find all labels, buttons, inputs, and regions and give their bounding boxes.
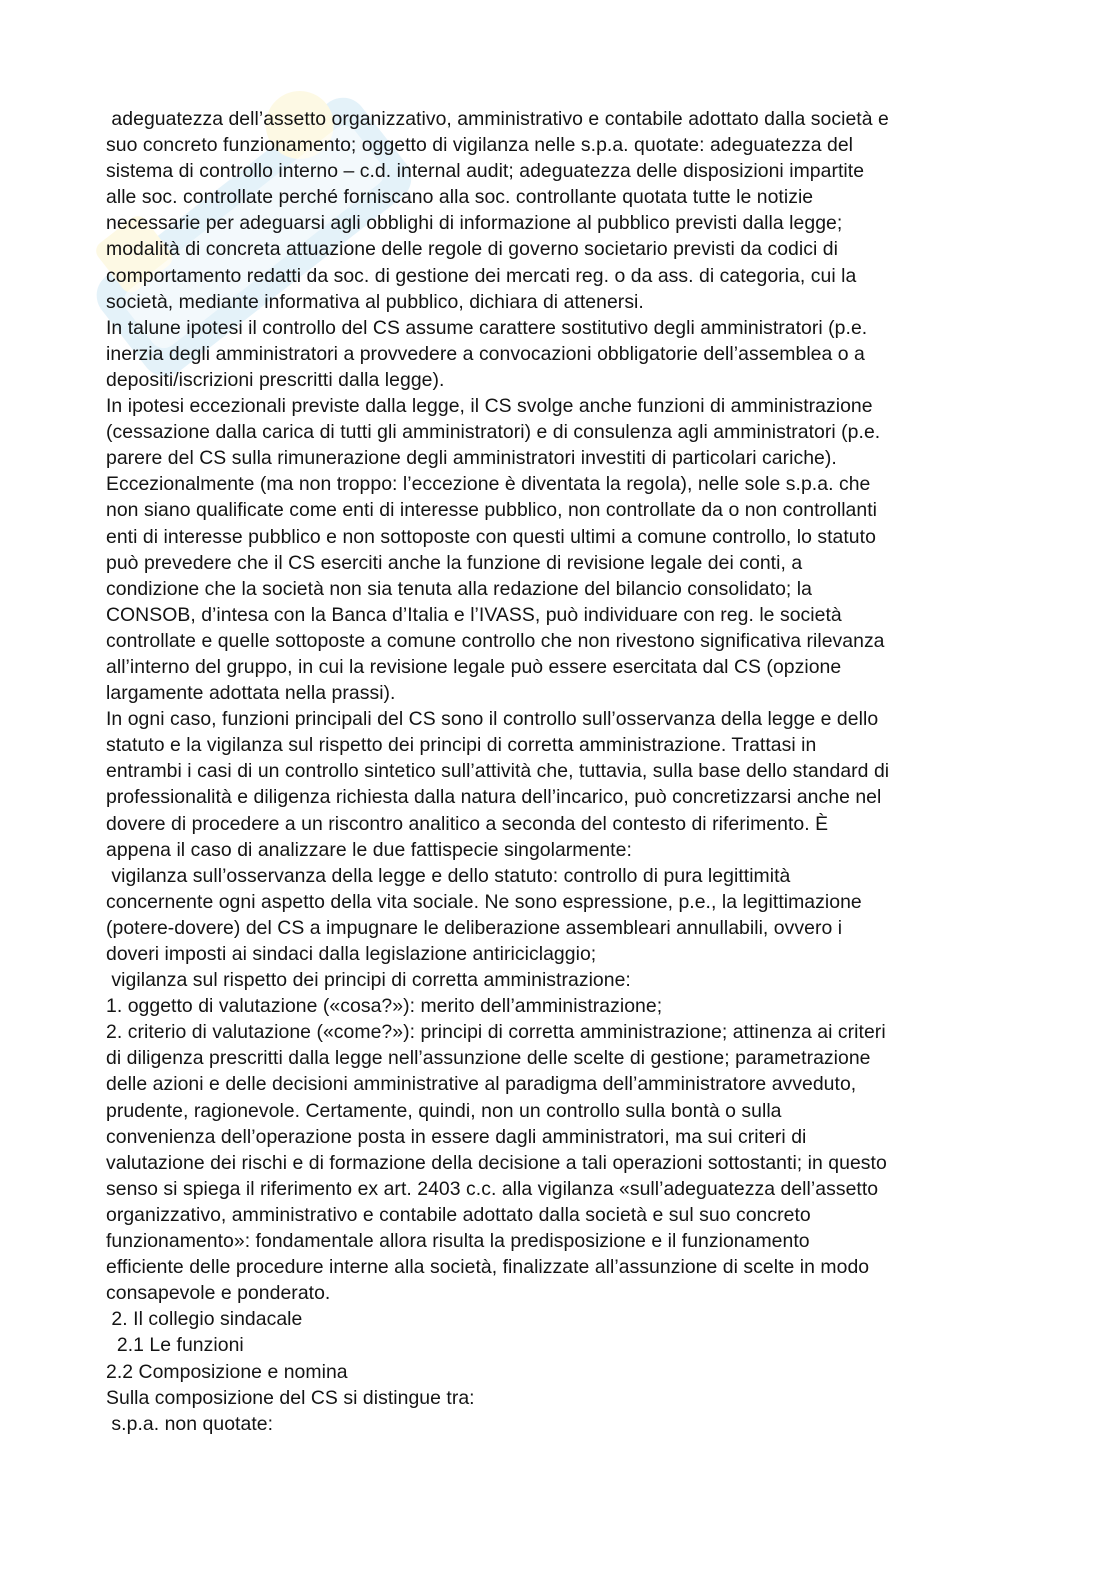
text-line: dovere di procedere a un riscontro analitico a seconda del contesto di riferimento. È [106,812,829,835]
text-line: professionalità e diligenza richiesta dalla natura dell’incarico, può concretizzarsi anche nel [106,786,882,809]
text-line: Eccezionalmente (ma non troppo: l’eccezione è diventata la regola), nelle sole s.p.a. che [106,473,871,496]
text-line: 2. Il collegio sindacale [106,1308,303,1331]
text-line: entrambi i casi di un controllo sintetico sull’attività che, tuttavia, sulla base dello standard di [106,760,890,783]
text-line: (cessazione dalla carica di tutti gli amministratori) e di consulenza agli amministratori (p.e. [106,421,881,444]
text-line: efficiente delle procedure interne alla società, finalizzate all’assunzione di scelte in modo [106,1256,870,1279]
text-line: alle soc. controllate perché forniscano alla soc. controllante quotata tutte le notizie [106,186,814,209]
text-line: controllate e quelle sottoposte a comune controllo che non rivestono significativa rilevanza [106,629,885,652]
text-line: suo concreto funzionamento; oggetto di vigilanza nelle s.p.a. quotate: adeguatezza del [106,134,854,157]
text-line: depositi/iscrizioni prescritti dalla legge). [106,368,445,391]
text-line: 1. oggetto di valutazione («cosa?»): merito dell’amministrazione; [106,995,663,1018]
text-line: concernente ogni aspetto della vita sociale. Ne sono espressione, p.e., la legittimazione [106,890,862,913]
text-line: vigilanza sull’osservanza della legge e dello statuto: controllo di pura legittimità [106,864,791,887]
text-line: adeguatezza dell’assetto organizzativo, amministrativo e contabile adottato dalla società e [106,108,889,130]
text-line: comportamento redatti da soc. di gestione dei mercati reg. o da ass. di categoria, cui la [106,264,857,287]
text-line: parere del CS sulla rimunerazione degli amministratori investiti di particolari cariche). [106,447,837,470]
text-line: enti di interesse pubblico e non sottoposte con questi ultimi a comune controllo, lo statuto [106,525,876,548]
text-line: CONSOB, d’intesa con la Banca d’Italia e l’IVASS, può individuare con reg. le società [106,603,842,626]
text-line: delle azioni e delle decisioni amministrative al paradigma dell’amministratore avveduto, [106,1073,857,1096]
text-line: largamente adottata nella prassi). [106,682,396,705]
text-line: Sulla composizione del CS si distingue tra: [106,1386,475,1409]
text-line: doveri imposti ai sindaci dalla legislazione antiriciclaggio; [106,943,597,965]
text-line: 2.2 Composizione e nomina [106,1360,348,1383]
text-line: senso si spiega il riferimento ex art. 2403 c.c. alla vigilanza «sull’adeguatezza dell’assetto [106,1177,879,1200]
text-line: s.p.a. non quotate: [106,1412,274,1435]
text-line: vigilanza sul rispetto dei principi di corretta amministrazione: [106,969,631,992]
text-line: può prevedere che il CS eserciti anche la funzione di revisione legale dei conti, a [106,551,803,574]
text-line: convenienza dell’operazione posta in essere dagli amministratori, ma sui criteri di [106,1125,807,1148]
text-line: organizzativo, amministrativo e contabile adottato dalla società e sul suo concreto [106,1203,811,1226]
text-line: inerzia degli amministratori a provvedere a convocazioni obbligatorie dell’assemblea o a [106,342,865,365]
text-line: appena il caso di analizzare le due fattispecie singolarmente: [106,838,632,861]
text-line: società, mediante informativa al pubblico, dichiara di attenersi. [106,290,644,313]
text-line: In talune ipotesi il controllo del CS assume carattere sostitutivo degli amministratori (p.e. [106,316,868,339]
text-line: statuto e la vigilanza sul rispetto dei principi di corretta amministrazione. Trattasi in [106,734,817,757]
text-line: In ipotesi eccezionali previste dalla legge, il CS svolge anche funzioni di amministrazione [106,395,873,418]
document-body [106,106,1026,1437]
text-line: prudente, ragionevole. Certamente, quindi, non un controllo sulla bontà o sulla [106,1099,782,1122]
text-line: condizione che la società non sia tenuta alla redazione del bilancio consolidato; la [106,577,812,600]
text-line: di diligenza prescritti dalla legge nell’assunzione delle scelte di gestione; parametrazione [106,1047,871,1070]
text-line: modalità di concreta attuazione delle regole di governo societario previsti da codici di [106,238,838,261]
text-line: non siano qualificate come enti di interesse pubblico, non controllate da o non controllanti [106,499,878,522]
text-line: (potere-dovere) del CS a impugnare le deliberazione assembleari annullabili, ovvero i [106,916,843,939]
text-line: 2.1 Le funzioni [106,1334,244,1357]
text-line: necessarie per adeguarsi agli obblighi di informazione al pubblico previsti dalla legge; [106,212,843,235]
text-line: valutazione dei rischi e di formazione della decisione a tali operazioni sottostanti; in questo [106,1151,887,1174]
text-line: all’interno del gruppo, in cui la revisione legale può essere esercitata dal CS (opzione [106,655,842,678]
text-line: funzionamento»: fondamentale allora risulta la predisposizione e il funzionamento [106,1230,810,1253]
text-line: 2. criterio di valutazione («come?»): principi di corretta amministrazione; attinenza ai criteri [106,1021,886,1044]
text-line: In ogni caso, funzioni principali del CS sono il controllo sull’osservanza della legge e dello [106,708,879,731]
text-line: consapevole e ponderato. [106,1282,331,1305]
text-line: sistema di controllo interno – c.d. internal audit; adeguatezza delle disposizioni impartite [106,160,865,183]
